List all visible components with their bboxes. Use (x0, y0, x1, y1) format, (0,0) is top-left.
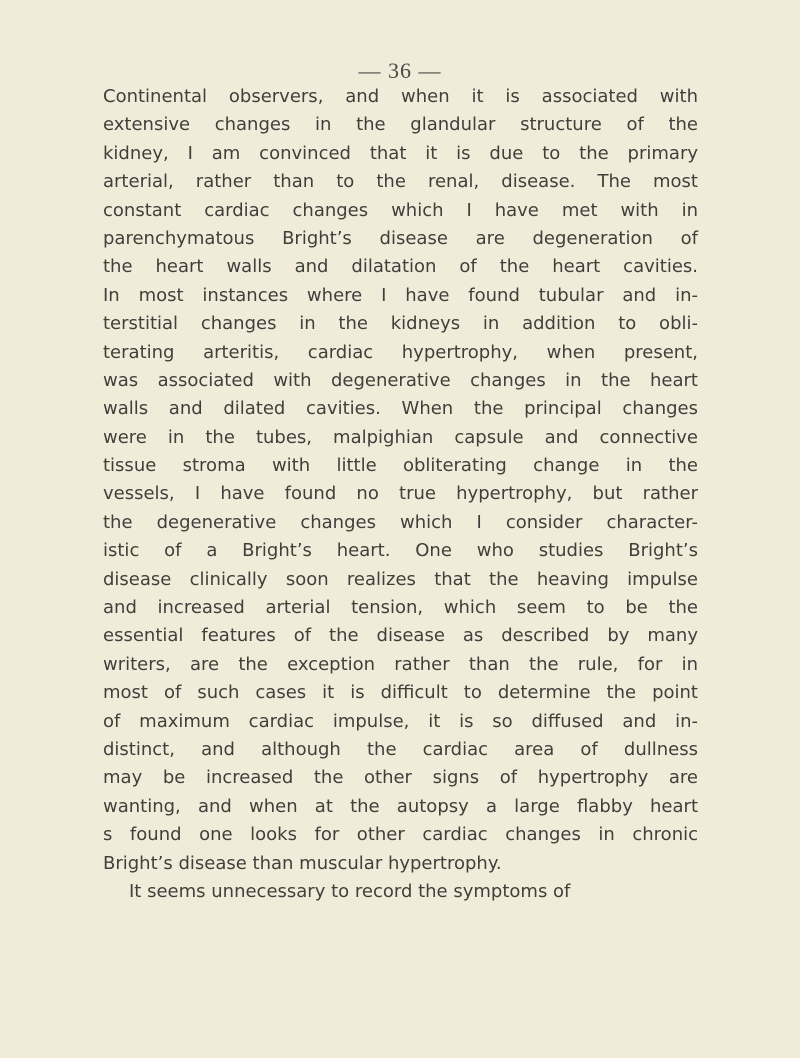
text-line: constant cardiac changes which I have met with in (103, 199, 698, 221)
text-line: It seems unnecessary to record the symptoms of (129, 880, 571, 902)
text-line: may be increased the other signs of hypertrophy are (103, 767, 698, 789)
text-line: arterial, rather than to the renal, disease. The most (103, 171, 698, 193)
text-line: vessels, I have found no true hypertrophy, but rather (103, 483, 698, 505)
text-line: s found one looks for other cardiac changes in chronic (103, 824, 698, 846)
text-line: of maximum cardiac impulse, it is so diffused and in- (103, 710, 698, 732)
body-text (103, 83, 698, 906)
text-line: terstitial changes in the kidneys in addition to obli- (103, 313, 698, 335)
text-line: most of such cases it is difficult to determine the point (103, 682, 698, 704)
text-line: disease clinically soon realizes that the heaving impulse (103, 568, 698, 590)
text-line: were in the tubes, malpighian capsule and connective (103, 426, 698, 448)
text-line: and increased arterial tension, which seem to be the (103, 597, 698, 619)
text-line: essential features of the disease as described by many (103, 625, 698, 647)
text-line: extensive changes in the glandular structure of the (103, 114, 698, 136)
text-line: Bright’s disease than muscular hypertrophy. (103, 852, 502, 874)
text-line: Continental observers, and when it is associated with (103, 86, 698, 107)
text-line: tissue stroma with little obliterating change in the (103, 455, 698, 477)
page-number: — 36 — (358, 58, 442, 83)
text-line: was associated with degenerative changes in the heart (103, 369, 698, 391)
text-line: walls and dilated cavities. When the principal changes (103, 398, 698, 420)
text-line: terating arteritis, cardiac hypertrophy, when present, (103, 341, 698, 363)
text-line: distinct, and although the cardiac area of dullness (103, 738, 698, 760)
text-line: kidney, I am convinced that it is due to the primary (103, 142, 698, 164)
text-line: wanting, and when at the autopsy a large flabby heart (103, 795, 698, 817)
text-line: parenchymatous Bright’s disease are degeneration of (103, 227, 698, 249)
text-line: the heart walls and dilatation of the heart cavities. (103, 256, 698, 278)
text-line: istic of a Bright’s heart. One who studies Bright’s (103, 540, 698, 562)
text-line: In most instances where I have found tubular and in- (103, 284, 698, 306)
text-line: writers, are the exception rather than the rule, for in (103, 653, 698, 675)
text-line: the degenerative changes which I consider character- (103, 511, 698, 533)
